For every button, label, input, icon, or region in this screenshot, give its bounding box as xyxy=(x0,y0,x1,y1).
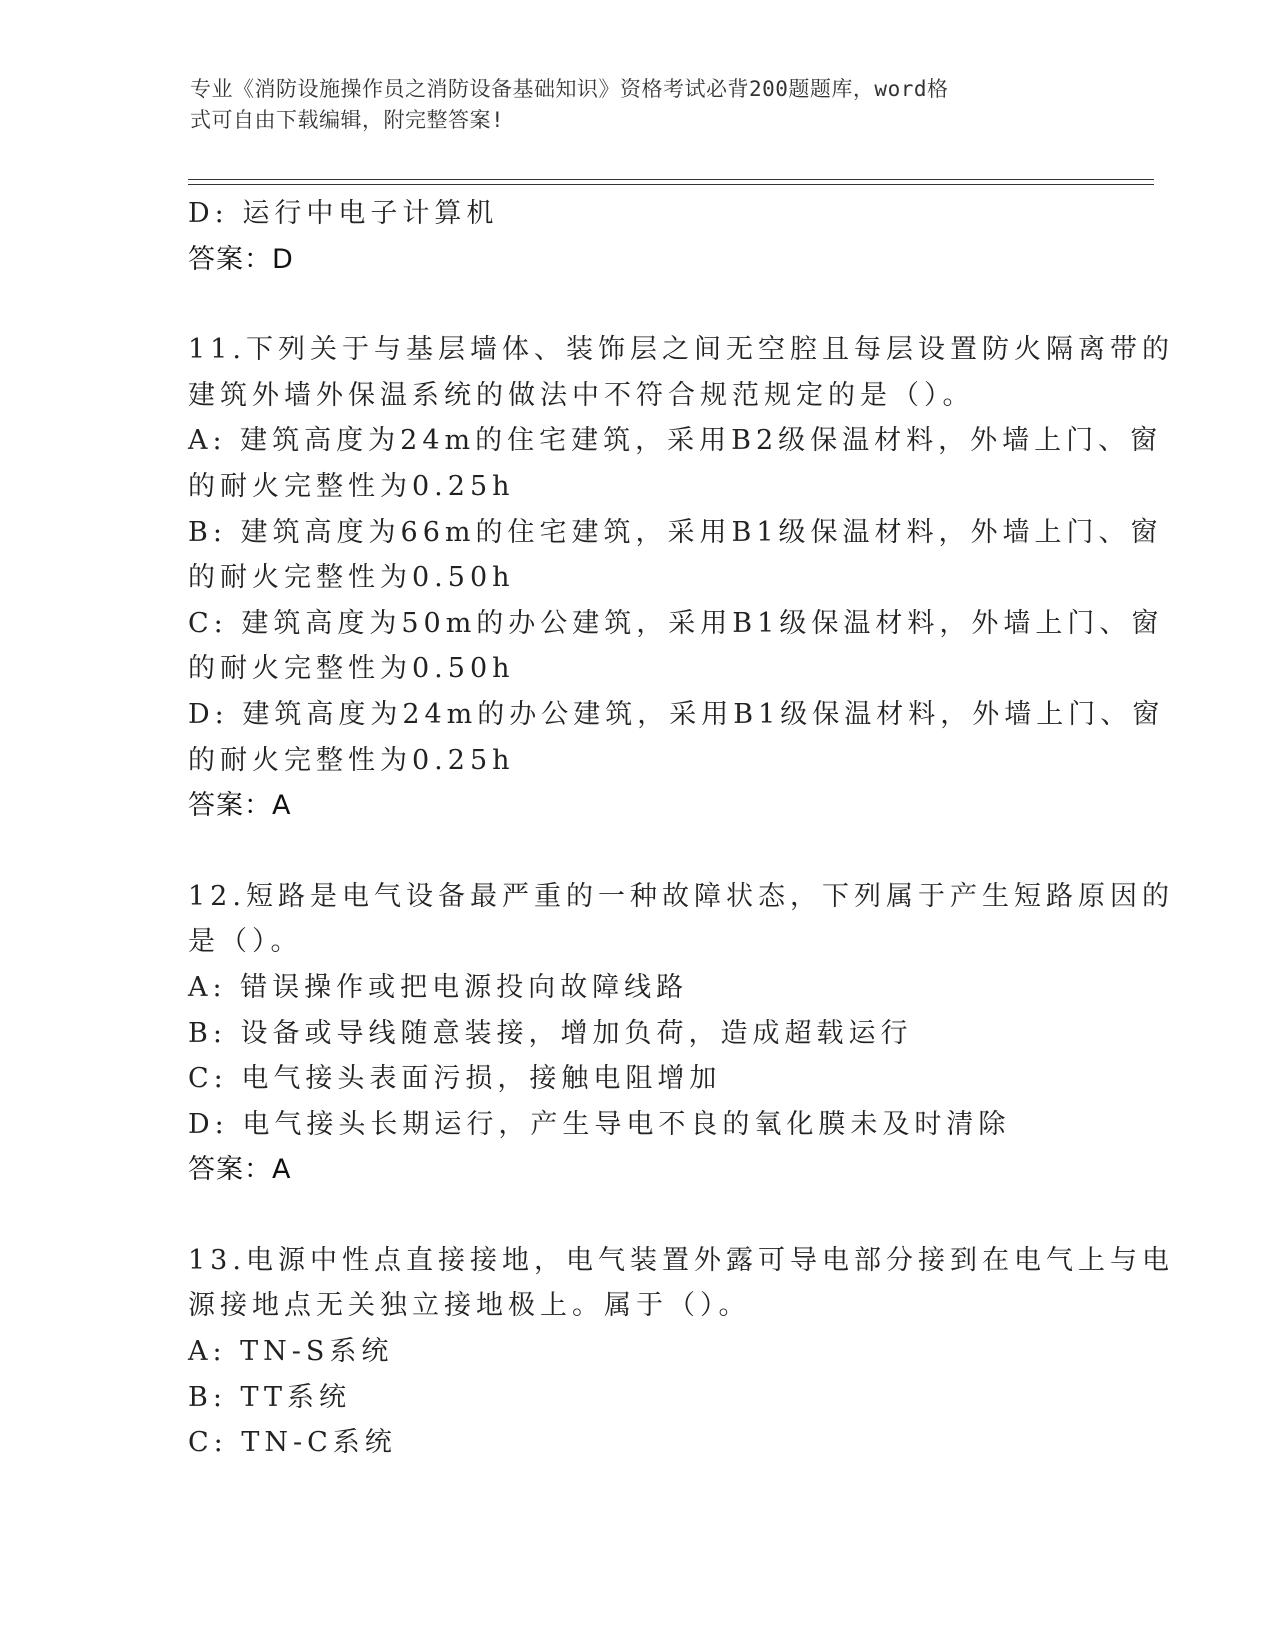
option-c: C: TN-C系统 xyxy=(188,1427,397,1459)
option-a: A: 建筑高度为24m的住宅建筑，采用B2级保温材料，外墙上门、窗 xyxy=(188,425,1163,457)
question-stem: 11.下列关于与基层墙体、装饰层之间无空腔且每层设置防火隔离带的 xyxy=(188,334,1174,366)
page-header xyxy=(190,74,1070,136)
question-stem: 是（）。 xyxy=(188,926,303,958)
answer-line: 答案：D xyxy=(188,243,294,275)
option-b: B: 设备或导线随意装接，增加负荷，造成超载运行 xyxy=(188,1017,913,1049)
option-b: 的耐火完整性为0.50h xyxy=(188,562,515,594)
previous-question-tail xyxy=(188,191,1078,282)
question-stem: 13.电源中性点直接接地，电气装置外露可导电部分接到在电气上与电 xyxy=(188,1244,1174,1276)
option-c: 的耐火完整性为0.50h xyxy=(188,653,515,685)
option-a: A: 错误操作或把电源投向故障线路 xyxy=(188,971,689,1003)
spacer xyxy=(188,1193,1078,1238)
option-d: 的耐火完整性为0.25h xyxy=(188,744,515,776)
option-d: D: 电气接头长期运行，产生导电不良的氧化膜未及时清除 xyxy=(188,1108,1011,1140)
option-c: C: 电气接头表面污损，接触电阻增加 xyxy=(188,1063,722,1095)
spacer xyxy=(188,829,1078,874)
header-rule-top xyxy=(188,179,1154,180)
spacer xyxy=(188,282,1078,327)
question-stem: 建筑外墙外保温系统的做法中不符合规范规定的是（）。 xyxy=(188,379,975,411)
question-stem: 源接地点无关独立接地极上。属于（）。 xyxy=(188,1290,751,1322)
option-a: 的耐火完整性为0.25h xyxy=(188,470,515,502)
option-b: B: TT系统 xyxy=(188,1381,352,1413)
question-13 xyxy=(188,1238,1174,1466)
option-d: D: 建筑高度为24m的办公建筑，采用B1级保温材料，外墙上门、窗 xyxy=(188,698,1165,730)
question-11 xyxy=(188,327,1174,829)
answer-line: 答案：A xyxy=(188,790,292,822)
question-stem: 12.短路是电气设备最严重的一种故障状态，下列属于产生短路原因的 xyxy=(188,880,1174,912)
question-12 xyxy=(188,874,1174,1193)
option-c: C: 建筑高度为50m的办公建筑，采用B1级保温材料，外墙上门、窗 xyxy=(188,607,1164,639)
answer-line: 答案：A xyxy=(188,1154,292,1186)
header-line-1: 专业《消防设施操作员之消防设备基础知识》资格考试必背200题题库，word格 xyxy=(190,77,949,101)
option-b: B: 建筑高度为66m的住宅建筑，采用B1级保温材料，外墙上门、窗 xyxy=(188,516,1163,548)
option-a: A: TN-S系统 xyxy=(188,1336,394,1368)
question-content xyxy=(188,191,1174,1466)
header-rule-bottom xyxy=(188,184,1154,185)
header-line-2: 式可自由下载编辑，附完整答案! xyxy=(190,108,505,132)
option-d: D: 运行中电子计算机 xyxy=(188,198,499,229)
